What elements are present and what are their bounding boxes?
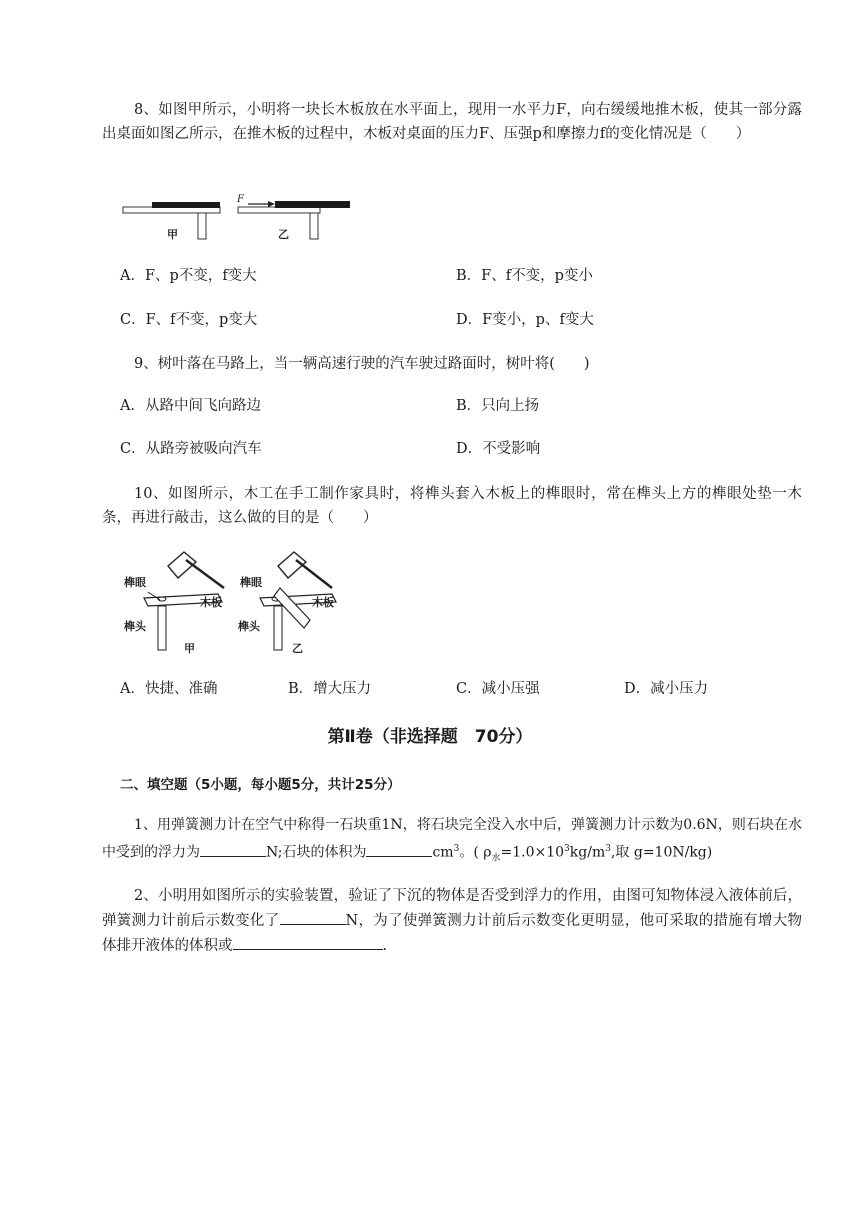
q8-option-b: B．F、f不变，p变小 bbox=[456, 268, 593, 284]
question-10-figure bbox=[118, 548, 368, 663]
q10-option-a: A．快捷、准确 bbox=[120, 681, 218, 697]
hammer-handle-right bbox=[296, 560, 332, 588]
label-board-right: 木板 bbox=[312, 596, 334, 609]
fill-question-2: 2、小明用如图所示的实验装置，验证了下沉的物体是否受到浮力的作用，由图可知物体浸入液体前后，弹簧测力计前后示数变化了 N，为了使弹簧测力计前后示数变化更明显，他可采取的措施有增大物体排开液体的体积或 . bbox=[102, 888, 803, 954]
label-tenon-left: 榫头 bbox=[124, 620, 146, 633]
question-8-figure bbox=[120, 192, 360, 244]
board-left bbox=[152, 202, 220, 208]
q8-option-a: A．F、p不变，f变大 bbox=[120, 268, 257, 284]
figure-label-yi: 乙 bbox=[278, 228, 289, 241]
answer-blank-3[interactable] bbox=[280, 908, 346, 925]
question-10-text: 10、如图所示，木工在手工制作家具时，将榫头套入木板上的榫眼时，常在榫头上方的榫眼处垫一木条，再进行敲击，这么做的目的是（ ） bbox=[102, 486, 802, 526]
q9-option-a: A．从路中间飞向路边 bbox=[120, 398, 261, 414]
q10-option-c: C．减小压强 bbox=[456, 681, 540, 697]
figure-label-jia: 甲 bbox=[167, 228, 178, 241]
figure-label-yi: 乙 bbox=[292, 642, 303, 655]
figure-yi bbox=[237, 552, 336, 655]
answer-blank-4[interactable] bbox=[233, 933, 383, 950]
q9-option-c: C．从路旁被吸向汽车 bbox=[120, 441, 262, 457]
label-mortise-left: 榫眼 bbox=[124, 576, 146, 589]
board-right bbox=[275, 201, 350, 208]
force-arrow-head bbox=[268, 201, 275, 207]
question-9-text: 9、树叶落在马路上，当一辆高速行驶的汽车驶过路面时，树叶将( ) bbox=[134, 356, 590, 372]
label-board-left: 木板 bbox=[200, 596, 222, 609]
hammer-handle-left bbox=[186, 560, 224, 588]
q9-option-d: D．不受影响 bbox=[456, 441, 541, 457]
label-mortise-right: 榫眼 bbox=[240, 576, 262, 589]
question-8-text: 8、如图甲所示，小明将一块长木板放在水平面上，现用一水平力F，向右缓缓地推木板，使其一部分露出桌面如图乙所示，在推木板的过程中，木板对桌面的压力F、压强p和摩擦力f的变化情况是（ ） bbox=[102, 102, 802, 142]
figure-label-jia: 甲 bbox=[184, 642, 195, 655]
force-label: F bbox=[237, 194, 244, 205]
figure-jia bbox=[123, 552, 224, 655]
q9-option-b: B．只向上扬 bbox=[456, 398, 540, 414]
label-tenon-right: 榫头 bbox=[238, 620, 260, 633]
q10-option-d: D．减小压力 bbox=[624, 681, 709, 697]
table-leg-left bbox=[198, 213, 206, 239]
answer-blank-2[interactable] bbox=[366, 840, 432, 857]
section-title: 第Ⅱ卷（非选择题 70分） bbox=[327, 727, 533, 747]
tenon-left bbox=[158, 606, 166, 650]
tenon-right bbox=[274, 606, 282, 650]
answer-blank-1[interactable] bbox=[200, 840, 266, 857]
q10-option-b: B．增大压力 bbox=[288, 681, 372, 697]
fill-question-1: 1、用弹簧测力计在空气中称得一石块重1N，将石块完全没入水中后，弹簧测力计示数为0.6N，则石块在水中受到的浮力为 N;石块的体积为 $cm^3$。( $\rho_水=1.0\times 10^3kg/m^3$,取 g=10N/kg) bbox=[102, 817, 802, 864]
table-leg-right bbox=[310, 213, 318, 239]
section-subtitle: 二、填空题（5小题，每小题5分，共计25分） bbox=[120, 777, 401, 793]
q8-option-c: C．F、f不变，p变大 bbox=[120, 312, 258, 328]
q8-option-d: D．F变小，p、f变大 bbox=[456, 312, 594, 328]
